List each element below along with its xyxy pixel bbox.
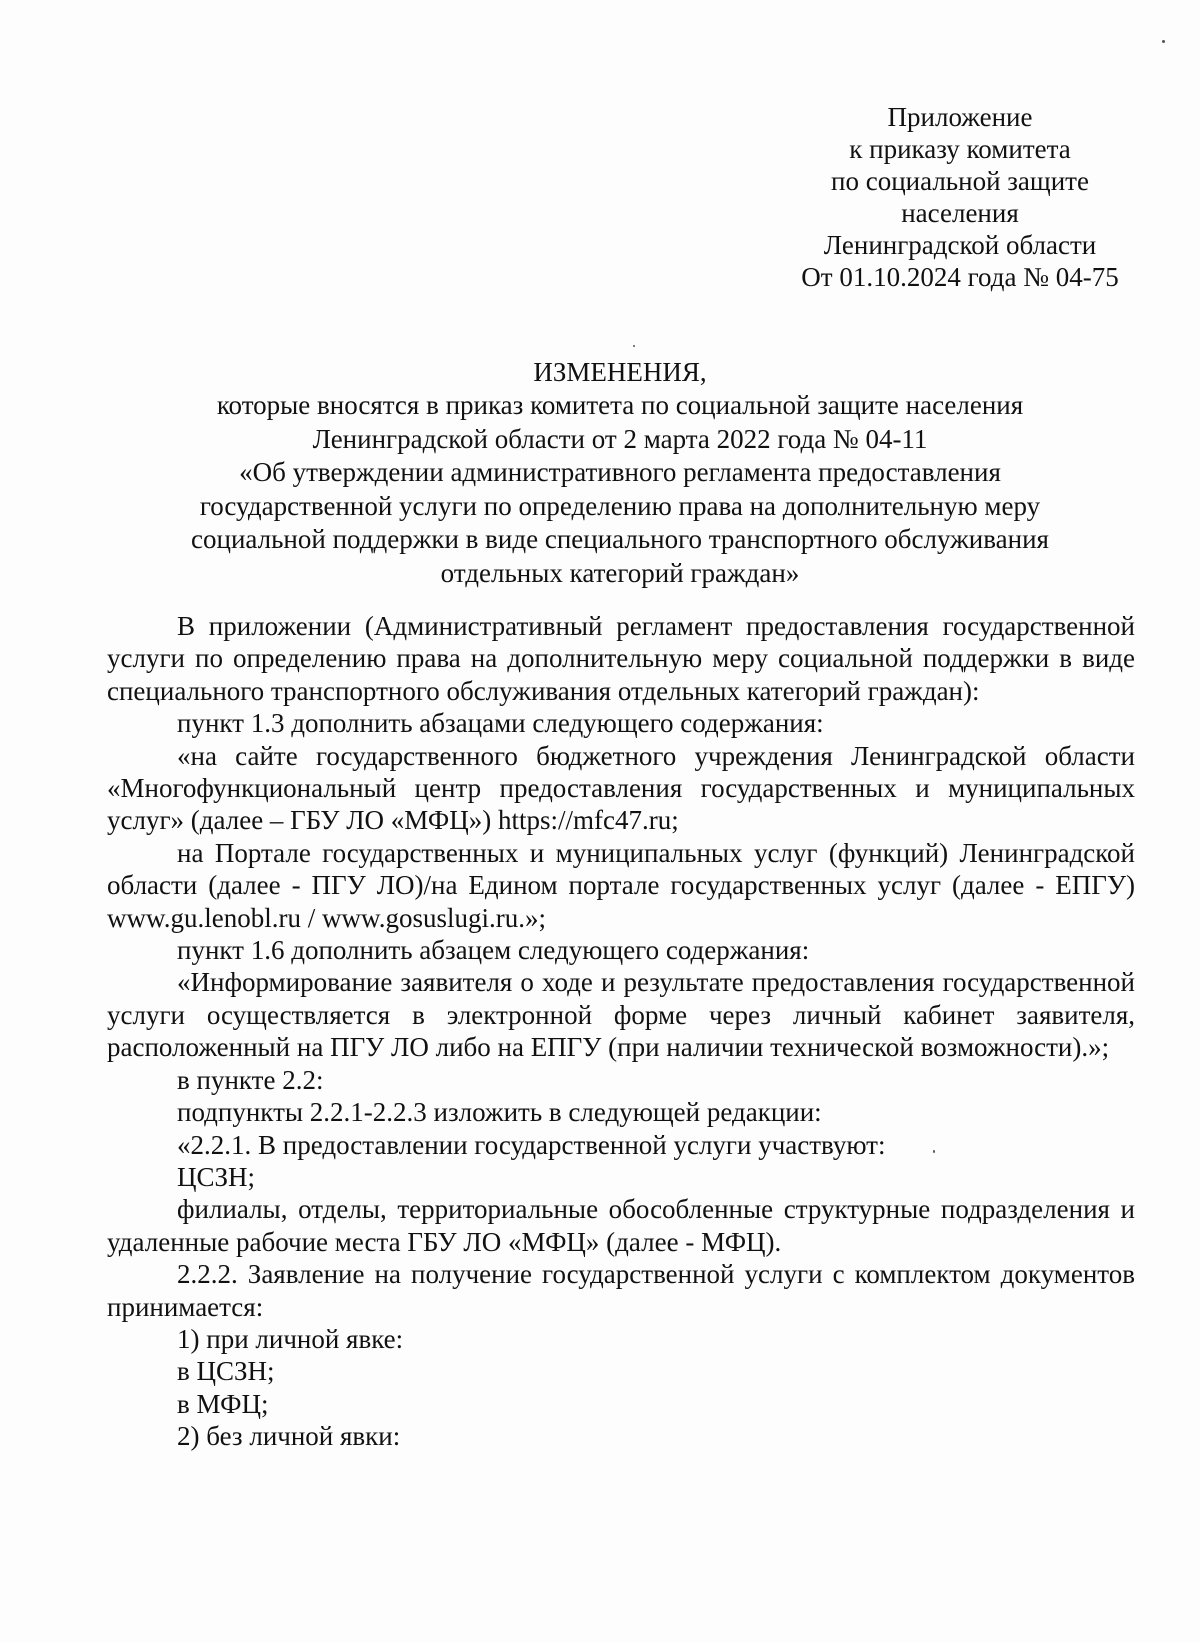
scan-speck — [1162, 40, 1165, 43]
attachment-block — [780, 101, 1140, 293]
title-text: ИЗМЕНЕНИЯ, — [533, 357, 707, 387]
attachment-line: населения — [901, 198, 1019, 228]
body-paragraph: 1) при личной явке: — [177, 1323, 404, 1354]
body-paragraph: пункт 1.6 дополнить абзацем следующего содержания: — [177, 935, 810, 966]
attachment-line: Ленинградской области — [823, 230, 1097, 260]
body-paragraph: в МФЦ; — [177, 1388, 269, 1419]
body-paragraph: «2.2.1. В предоставлении государственной услуги участвуют: — [177, 1129, 886, 1160]
body-paragraph: подпункты 2.2.1-2.2.3 изложить в следующей редакции: — [177, 1097, 822, 1128]
body-paragraph: в пункте 2.2: — [177, 1064, 324, 1095]
body-paragraph: пункт 1.3 дополнить абзацами следующего содержания: — [177, 708, 824, 739]
body-paragraph: 2) без личной явки: — [177, 1421, 401, 1452]
body-paragraph: В приложении (Административный регламент предоставления государственной услуги по определению права на дополнительную меру социальной поддержки в виде специального транспортного обслуживания отдельных категорий граждан): — [107, 611, 1135, 706]
subtitle-line: которые вносятся в приказ комитета по социальной защите населения — [216, 390, 1024, 420]
document-body — [107, 610, 1135, 1453]
document-title — [105, 356, 1135, 390]
attachment-line: Приложение — [887, 102, 1033, 132]
body-paragraph: 2.2.2. Заявление на получение государственной услуги с комплектом документов принимается: — [107, 1259, 1135, 1322]
attachment-line: по социальной защите — [831, 166, 1089, 196]
subtitle-line: социальной поддержки в виде специального транспортного обслуживания — [191, 524, 1049, 554]
scan-speck — [633, 345, 635, 347]
body-paragraph: «Информирование заявителя о ходе и результате предоставления государственной услуги осуществляется в электронной форме через личный кабинет заявителя, расположенный на ПГУ ЛО либо на ЕПГУ (при наличии технической возможности).»; — [107, 967, 1135, 1063]
body-paragraph: «на сайте государственного бюджетного учреждения Ленинградской области «Многофункциональный центр предоставления государственных и муниципальных услуг» (далее – ГБУ ЛО «МФЦ») https://mfc47.ru; — [107, 740, 1135, 836]
subtitle-line: отдельных категорий граждан» — [440, 557, 800, 588]
body-paragraph: филиалы, отделы, территориальные обособленные структурные подразделения и удаленные рабочие места ГБУ ЛО «МФЦ» (далее - МФЦ). — [107, 1194, 1135, 1257]
subtitle-line: Ленинградской области от 2 марта 2022 года № 04-11 — [312, 423, 928, 454]
body-paragraph: ЦСЗН; — [177, 1161, 256, 1192]
document-subtitle — [105, 389, 1135, 590]
subtitle-line: государственной услуги по определению права на дополнительную меру — [199, 490, 1041, 521]
attachment-line: к приказу комитета — [849, 134, 1071, 164]
attachment-line: От 01.10.2024 года № 04-75 — [801, 262, 1119, 292]
body-paragraph: в ЦСЗН; — [177, 1356, 275, 1387]
body-paragraph: на Портале государственных и муниципальных услуг (функций) Ленинградской области (далее - ПГУ ЛО)/на Едином портале государственных услуг (далее - ЕПГУ) www.gu.lenobl.ru / www.gosuslugi.ru.»; — [107, 837, 1135, 933]
subtitle-line: «Об утверждении административного регламента предоставления — [239, 457, 1001, 487]
